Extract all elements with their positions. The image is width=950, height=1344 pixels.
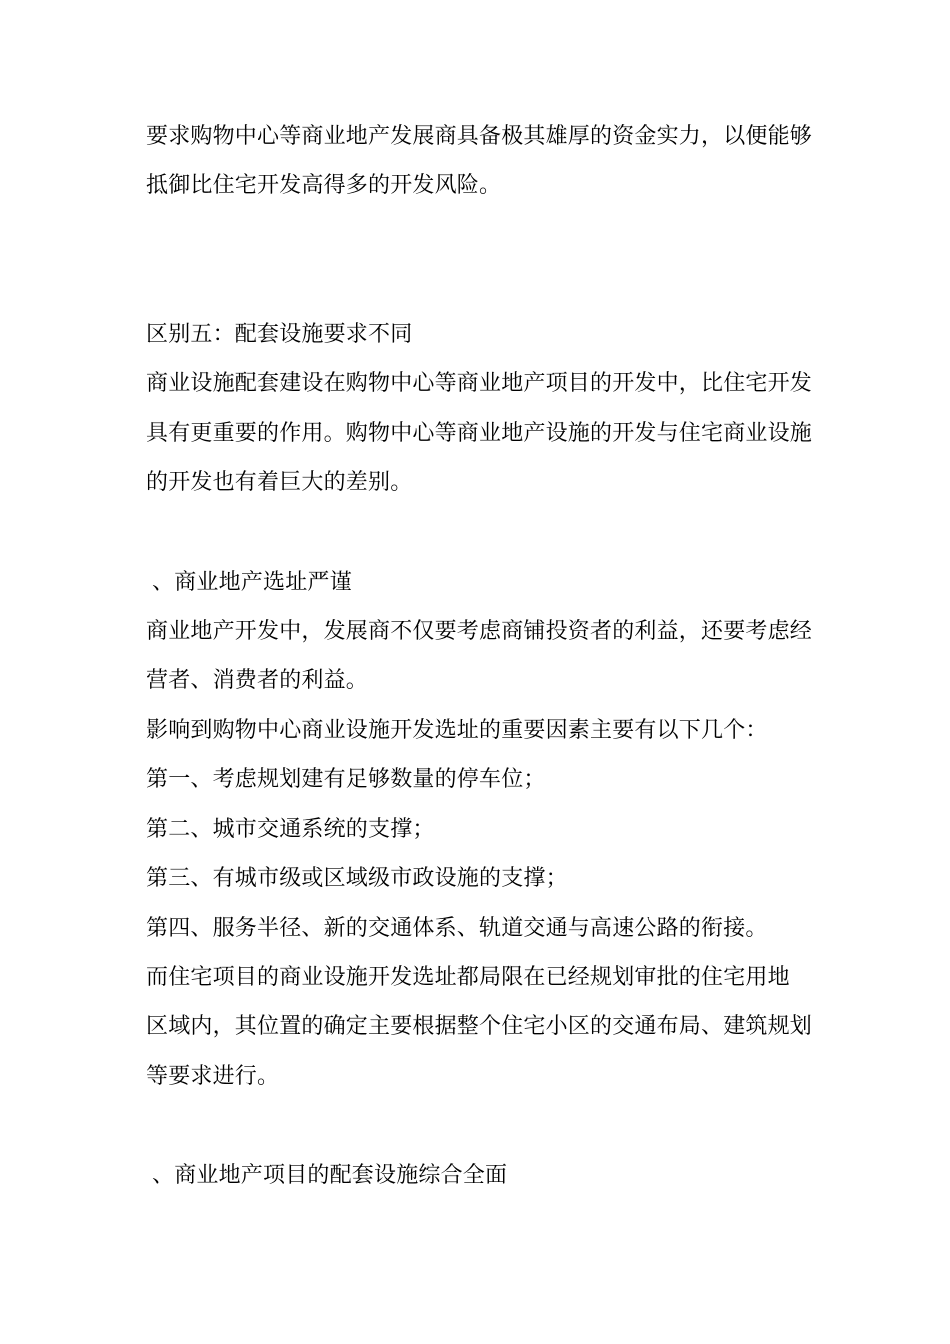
list-item: 第一、考虑规划建有足够数量的停车位； xyxy=(146,767,546,792)
paragraph-line: 抵御比住宅开发高得多的开发风险。 xyxy=(146,173,502,198)
paragraph-line: 营者、消费者的利益。 xyxy=(146,668,369,693)
paragraph-line: 等要求进行。 xyxy=(146,1064,280,1089)
subsection-heading: 、商业地产项目的配套设施综合全面 xyxy=(152,1163,508,1188)
list-item: 第二、城市交通系统的支撑； xyxy=(146,817,435,842)
paragraph-line: 商业地产开发中，发展商不仅要考虑商铺投资者的利益，还要考虑经 xyxy=(146,619,813,644)
paragraph-line: 要求购物中心等商业地产发展商具备极其雄厚的资金实力，以便能够 xyxy=(146,124,813,149)
paragraph-line: 而住宅项目的商业设施开发选址都局限在已经规划审批的住宅用地 xyxy=(146,965,790,990)
paragraph-line: 影响到购物中心商业设施开发选址的重要因素主要有以下几个： xyxy=(146,718,768,743)
list-item: 第三、有城市级或区域级市政设施的支撑； xyxy=(146,866,568,891)
section-heading: 区别五：配套设施要求不同 xyxy=(146,322,413,347)
list-item: 第四、服务半径、新的交通体系、轨道交通与高速公路的衔接。 xyxy=(146,916,768,941)
paragraph-line: 商业设施配套建设在购物中心等商业地产项目的开发中，比住宅开发 xyxy=(146,371,813,396)
subsection-heading: 、商业地产选址严谨 xyxy=(152,570,352,595)
paragraph-line: 的开发也有着巨大的差别。 xyxy=(146,470,413,495)
paragraph-line: 具有更重要的作用。购物中心等商业地产设施的开发与住宅商业设施 xyxy=(146,421,813,446)
paragraph-line: 区域内，其位置的确定主要根据整个住宅小区的交通布局、建筑规划 xyxy=(146,1014,813,1039)
